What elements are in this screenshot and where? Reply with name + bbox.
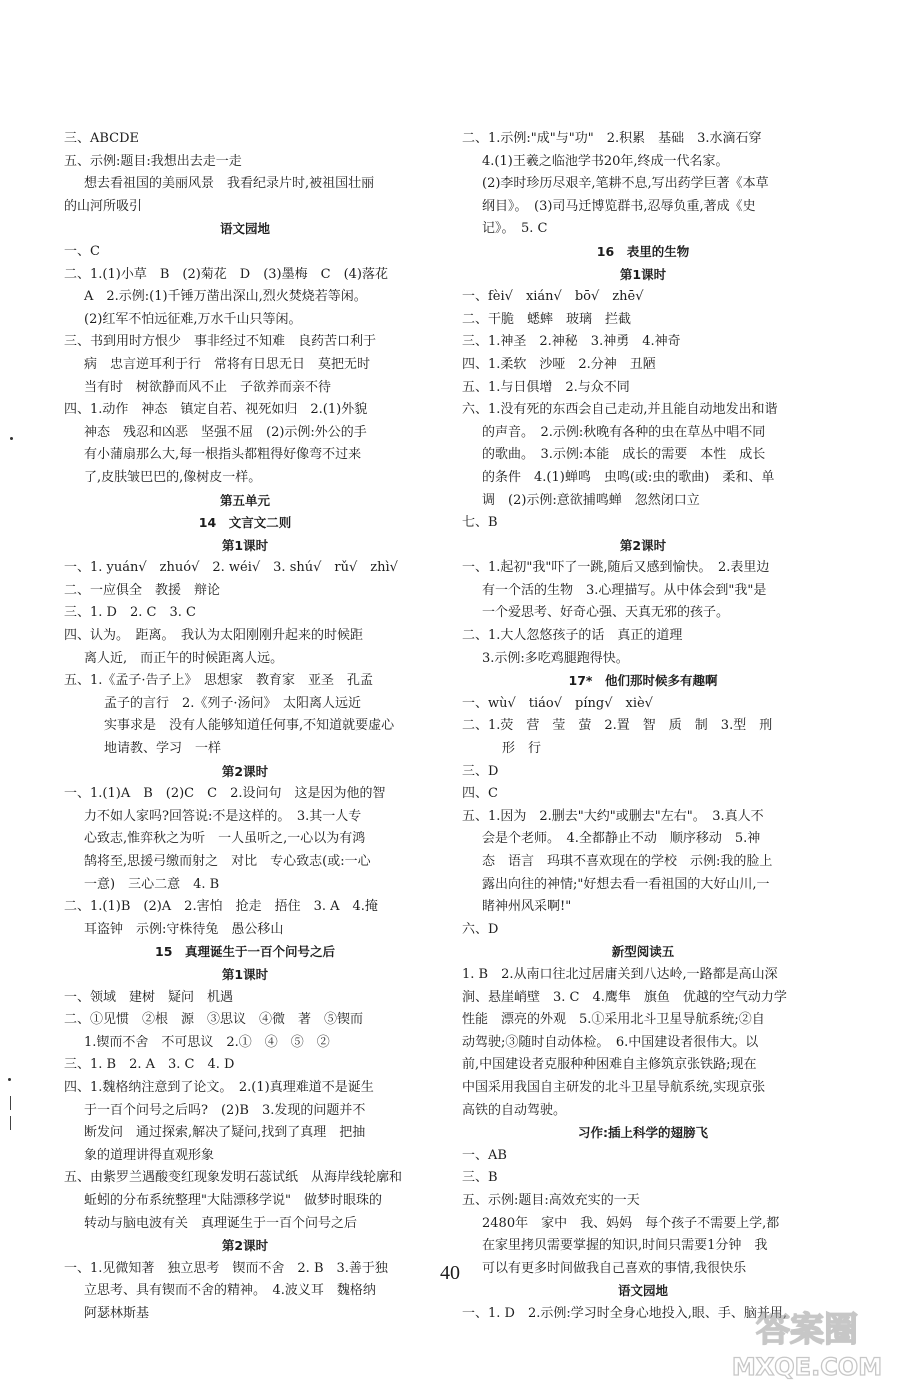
answer-line: 于一百个问号之后吗? (2)B 3.发现的问题并不 [84, 1102, 366, 1118]
answer-line: 的山河所吸引 [64, 198, 143, 214]
answer-line: 会是个老师。 4.全都静止不动 顺序移动 5.神 [482, 831, 761, 847]
svg-text:MXQE.COM: MXQE.COM [731, 1353, 883, 1381]
answer-line: 三、D [462, 763, 499, 779]
answer-line: 四、1.魏格纳注意到了论文。 2.(1)真理难道不是诞生 [64, 1079, 374, 1095]
answer-line: 态 语言 玛琪不喜欢现在的学校 示例:我的脸上 [482, 854, 773, 869]
answer-line: 二、1.荧 营 莹 萤 2.置 智 质 制 3.型 刑 [462, 718, 773, 734]
answer-line: 一、C [64, 243, 100, 259]
answer-line: 1.锲而不舍 不可思议 2.① ④ ⑤ ② [84, 1034, 330, 1050]
answer-line: 在家里拷贝需要掌握的知识,时间只需要1分钟 我 [482, 1238, 768, 1254]
answer-line: 二、①见惯 ②根 源 ③思议 ④微 著 ⑤锲而 [64, 1012, 364, 1028]
answer-line: 立思考、具有锲而不舍的精神。 4.波义耳 魏格纳 [84, 1283, 376, 1299]
section-heading: 第1课时 [221, 537, 269, 553]
answer-line: 动驾驶;③随时自动体检。 6.中国建设者很伟大。以 [462, 1034, 759, 1050]
answer-line: 孟子的言行 2.《列子·汤问》 太阳离人远近 [104, 695, 362, 711]
answer-line: 鹄将至,思援弓缴而射之 对比 专心致志(或:一心 [84, 854, 371, 869]
section-heading: 16 表里的生物 [596, 243, 690, 259]
section-heading: 第1课时 [221, 966, 269, 982]
answer-line: 当有时 树欲静而风不止 子欲养而亲不待 [84, 379, 332, 395]
answer-line: 前,中国建设者克服种种困难自主修筑京张铁路;现在 [462, 1057, 757, 1073]
answer-line: 二、干脆 蟋蟀 玻璃 拦截 [462, 311, 632, 327]
answer-line: 睹神州风采啊!" [482, 899, 572, 915]
answer-line: 三、1.神圣 2.神秘 3.神勇 4.神奇 [462, 334, 681, 350]
answer-line: 五、1.因为 2.删去"大约"或删去"左右"。 3.真人不 [462, 808, 764, 824]
answer-line: (2)红军不怕远征难,万水千山只等闲。 [84, 311, 302, 327]
answer-line: 四、1.动作 神态 镇定自若、视死如归 2.(1)外貌 [64, 402, 368, 418]
answer-line: 二、1.示例:"成"与"功" 2.积累 基础 3.水滴石穿 [462, 131, 762, 146]
answer-line: 六、D [462, 921, 499, 937]
section-heading: 第2课时 [221, 763, 269, 779]
answer-line: 五、1.《孟子·告子上》 思想家 教育家 亚圣 孔孟 [64, 673, 374, 689]
answer-line: 心致志,惟弈秋之为听 一人虽听之,一心以为有鸿 [84, 831, 366, 847]
answer-line: 3.示例:多吃鸡腿跑得快。 [482, 650, 629, 666]
answer-line: 五、示例:题目:高效充实的一天 [462, 1192, 640, 1208]
answer-line: 的条件 4.(1)蝉鸣 虫鸣(或:虫的歌曲) 柔和、单 [482, 469, 775, 485]
answer-line: 三、1. B 2. A 3. C 4. D [64, 1057, 235, 1073]
answer-line: 的声音。 2.示例:秋晚有各种的虫在草丛中唱不同 [482, 424, 766, 440]
section-heading: 14 文言文二则 [198, 515, 292, 531]
answer-line: 二、一应俱全 教援 辩论 [64, 582, 221, 598]
answer-line: 蚯蚓的分布系统整理"大陆漂移学说" 做梦时眼珠的 [84, 1192, 382, 1208]
margin-dot [8, 1078, 11, 1081]
answer-line: 三、ABCDE [64, 131, 140, 146]
answer-line: 的歌曲。 3.示例:本能 成长的需要 本性 成长 [482, 447, 766, 463]
margin-dot [10, 437, 13, 440]
answer-line: 了,皮肤皱巴巴的,像树皮一样。 [84, 469, 262, 485]
svg-text:答案圈: 答案圈 [756, 1310, 858, 1350]
answer-line: 一个爱思考、好奇心强、天真无邪的孩子。 [482, 605, 730, 621]
answer-line: 形 行 [502, 741, 542, 757]
answer-line: 五、由紫罗兰遇酸变红现象发明石蕊试纸 从海岸线轮廓和 [64, 1170, 403, 1186]
answer-line: A 2.示例:(1)千锤万凿出深山,烈火焚烧若等闲。 [84, 289, 367, 305]
answer-line: 纲目》。 (3)司马迁博览群书,忍辱负重,著成《史 [482, 198, 756, 214]
answer-line: 四、1.柔软 沙哑 2.分神 丑陋 [462, 356, 656, 372]
answer-line: 神态 残忍和凶恶 坚强不屈 (2)示例:外公的手 [84, 424, 367, 440]
section-heading: 17* 他们那时候多有趣啊 [568, 673, 718, 689]
answer-line: 离人近, 而正午的时候距离人远。 [84, 650, 284, 666]
answer-line: 力不如人家吗?回答说:不是这样的。 3.其一人专 [84, 808, 362, 824]
answer-line: 一、1.起初"我"吓了一跳,随后又感到愉快。 2.表里边 [462, 560, 770, 576]
answer-line: 涧、悬崖峭壁 3. C 4.鹰隼 旗鱼 优越的空气动力学 [462, 989, 787, 1005]
answer-line: (2)李时珍历尽艰辛,笔耕不息,写出药学巨著《本草 [482, 176, 769, 192]
answer-line: 记》。 5. C [482, 221, 548, 237]
answer-line: 一、1. D 2.示例:学习时全身心地投入,眼、手、脑并用, [462, 1305, 788, 1321]
answer-line: 五、1.与日俱增 2.与众不同 [462, 379, 630, 395]
section-heading: 15 真理诞生于一百个问号之后 [155, 944, 335, 960]
answer-line: 阿瑟林斯基 [84, 1305, 150, 1321]
answer-line: 四、认为。 距离。 我认为太阳刚刚升起来的时候距 [64, 628, 364, 644]
answer-line: 有一个活的生物 3.心理描写。从中体会到"我"是 [482, 582, 767, 598]
answer-line: 三、1. D 2. C 3. C [64, 605, 196, 621]
answer-line: 一、领域 建树 疑问 机遇 [64, 989, 234, 1005]
answer-line: 一、1.(1)A B (2)C C 2.设问句 这是因为他的智 [64, 786, 386, 802]
answer-line: 实事求是 没有人能够知道任何事,不知道就要虚心 [104, 718, 395, 734]
answer-line: 五、示例:题目:我想出去走一走 [64, 153, 242, 169]
answer-line: 三、书到用时方恨少 事非经过不知难 良药苦口利于 [64, 334, 377, 350]
section-heading: 第1课时 [619, 266, 667, 282]
right-column [462, 128, 824, 1325]
answer-line: 四、C [462, 786, 498, 802]
answer-line: 一、1.见微知著 独立思考 锲而不舍 2. B 3.善于独 [64, 1260, 388, 1276]
answer-line: 一、AB [462, 1147, 507, 1163]
left-column [64, 128, 426, 1325]
margin-mark [10, 1096, 11, 1110]
margin-mark [10, 1116, 11, 1130]
answer-line: 可以有更多时间做我自己喜欢的事情,我很快乐 [482, 1260, 747, 1276]
answer-line: 2480年 家中 我、妈妈 每个孩子不需要上学,都 [482, 1215, 780, 1231]
answer-line: 露出向往的神情;"好想去看一看祖国的大好山川,一 [482, 876, 770, 892]
answer-line: 一、fèi√ xián√ bō√ zhē√ [462, 289, 644, 305]
answer-line: 一、1. yuán√ zhuó√ 2. wéi√ 3. shú√ rǔ√ zhì√ [64, 560, 398, 576]
section-heading: 语文园地 [219, 221, 270, 237]
section-heading: 语文园地 [617, 1283, 668, 1299]
answer-line: 一、wù√ tiáo√ píng√ xiè√ [462, 695, 653, 711]
answer-line: 有小蒲扇那么大,每一根指头都粗得好像弯不过来 [84, 447, 362, 463]
section-heading: 习作:插上科学的翅膀飞 [578, 1125, 708, 1141]
answer-line: 4.(1)王羲之临池学书20年,终成一代名家。 [482, 153, 729, 169]
answer-line: 调 (2)示例:意欲捕鸣蝉 忽然闭口立 [482, 492, 700, 508]
page-number: 40 [440, 1262, 460, 1284]
answer-line: 二、1.(1)小草 B (2)菊花 D (3)墨梅 C (4)落花 [64, 266, 388, 282]
section-heading: 第2课时 [221, 1238, 269, 1254]
answer-line: 七、B [462, 515, 498, 531]
section-heading: 新型阅读五 [611, 944, 675, 960]
answer-line: 一意) 三心二意 4. B [84, 876, 220, 892]
answer-line: 六、1.没有死的东西会自己走动,并且能自动地发出和谐 [462, 402, 778, 418]
section-heading: 第2课时 [619, 537, 667, 553]
answer-line: 二、1.(1)B (2)A 2.害怕 抢走 捂住 3. A 4.掩 [64, 899, 378, 915]
answer-line: 象的道理讲得直观形象 [84, 1147, 215, 1163]
section-heading: 第五单元 [219, 492, 270, 508]
answer-line: 地请教、学习 一样 [104, 741, 222, 757]
answer-line: 断发问 通过探索,解决了疑问,找到了真理 把抽 [84, 1125, 366, 1141]
answer-line: 二、1.大人忽悠孩子的话 真正的道理 [462, 628, 683, 644]
answer-line: 三、B [462, 1170, 498, 1186]
watermark-logo [722, 1305, 892, 1383]
answer-line: 想去看祖国的美丽风景 我看纪录片时,被祖国壮丽 [84, 176, 375, 192]
answer-line: 中国采用我国自主研发的北斗卫星导航系统,实现京张 [462, 1079, 766, 1095]
answer-line: 性能 漂亮的外观 5.①采用北斗卫星导航系统;②自 [462, 1012, 765, 1028]
answer-line: 1. B 2.从南口往北过居庸关到八达岭,一路都是高山深 [462, 966, 778, 982]
answer-line: 转动与脑电波有关 真理诞生于一百个问号之后 [84, 1215, 358, 1231]
answer-line: 耳盗钟 示例:守株待兔 愚公移山 [84, 921, 284, 937]
answer-line: 高铁的自动驾驶。 [462, 1102, 567, 1118]
answer-line: 病 忠言逆耳利于行 常将有日思无日 莫把无时 [84, 356, 371, 372]
